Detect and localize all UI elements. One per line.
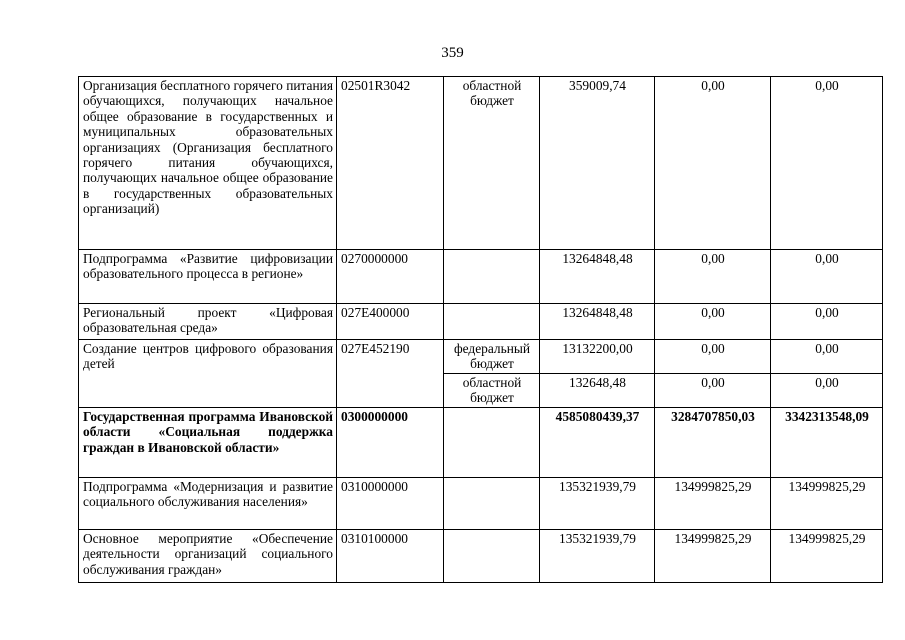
row-value-3: 0,00 [771,374,883,408]
row-value-2: 3284707850,03 [655,408,771,478]
row-code: 0310100000 [337,530,444,583]
table-row [79,304,883,340]
row-value-2: 0,00 [655,77,771,250]
row-value-2: 134999825,29 [655,530,771,583]
row-source [444,250,540,304]
table-row [79,408,883,478]
row-source [444,530,540,583]
row-name: Подпрограмма «Развитие цифровизации образовательного процесса в регионе» [79,250,337,304]
row-value-2: 0,00 [655,374,771,408]
row-name: Создание центров цифрового образования детей [79,340,337,408]
budget-table [78,76,883,583]
row-code: 02501R3042 [337,77,444,250]
row-source: областной бюджет [444,374,540,408]
row-value-2: 0,00 [655,304,771,340]
row-name: Организация бесплатного горячего питания обучающихся, получающих начальное общее образование в государственных и муниципальных образовательных организациях (Организация бесплатного горячего питания обучающихся, получающих начальное общее образование в государственных образовательных организаций) [79,77,337,250]
row-value-3: 0,00 [771,250,883,304]
row-value-1: 135321939,79 [540,530,655,583]
row-value-3: 0,00 [771,304,883,340]
row-value-2: 134999825,29 [655,478,771,530]
row-name: Основное мероприятие «Обеспечение деятельности организаций социального обслуживания граждан» [79,530,337,583]
row-code: 0300000000 [337,408,444,478]
row-source [444,408,540,478]
table-row [79,250,883,304]
table-row [79,530,883,583]
table-row [79,340,883,374]
row-value-3: 0,00 [771,77,883,250]
row-code: 0270000000 [337,250,444,304]
row-code: 027E400000 [337,304,444,340]
row-name: Государственная программа Ивановской области «Социальная поддержка граждан в Ивановской области» [79,408,337,478]
row-source: областной бюджет [444,77,540,250]
row-value-2: 0,00 [655,340,771,374]
row-value-2: 0,00 [655,250,771,304]
row-name: Подпрограмма «Модернизация и развитие социального обслуживания населения» [79,478,337,530]
row-value-3: 0,00 [771,340,883,374]
row-value-3: 134999825,29 [771,478,883,530]
row-value-1: 13132200,00 [540,340,655,374]
table-row [79,77,883,250]
row-source [444,478,540,530]
row-value-1: 359009,74 [540,77,655,250]
row-source: федеральный бюджет [444,340,540,374]
row-name: Региональный проект «Цифровая образовательная среда» [79,304,337,340]
row-value-1: 4585080439,37 [540,408,655,478]
table-row [79,478,883,530]
row-value-1: 132648,48 [540,374,655,408]
row-value-1: 13264848,48 [540,250,655,304]
row-code: 0310000000 [337,478,444,530]
row-value-3: 134999825,29 [771,530,883,583]
row-value-1: 13264848,48 [540,304,655,340]
page-number: 359 [441,45,464,61]
row-code: 027E452190 [337,340,444,408]
row-source [444,304,540,340]
row-value-3: 3342313548,09 [771,408,883,478]
row-value-1: 135321939,79 [540,478,655,530]
